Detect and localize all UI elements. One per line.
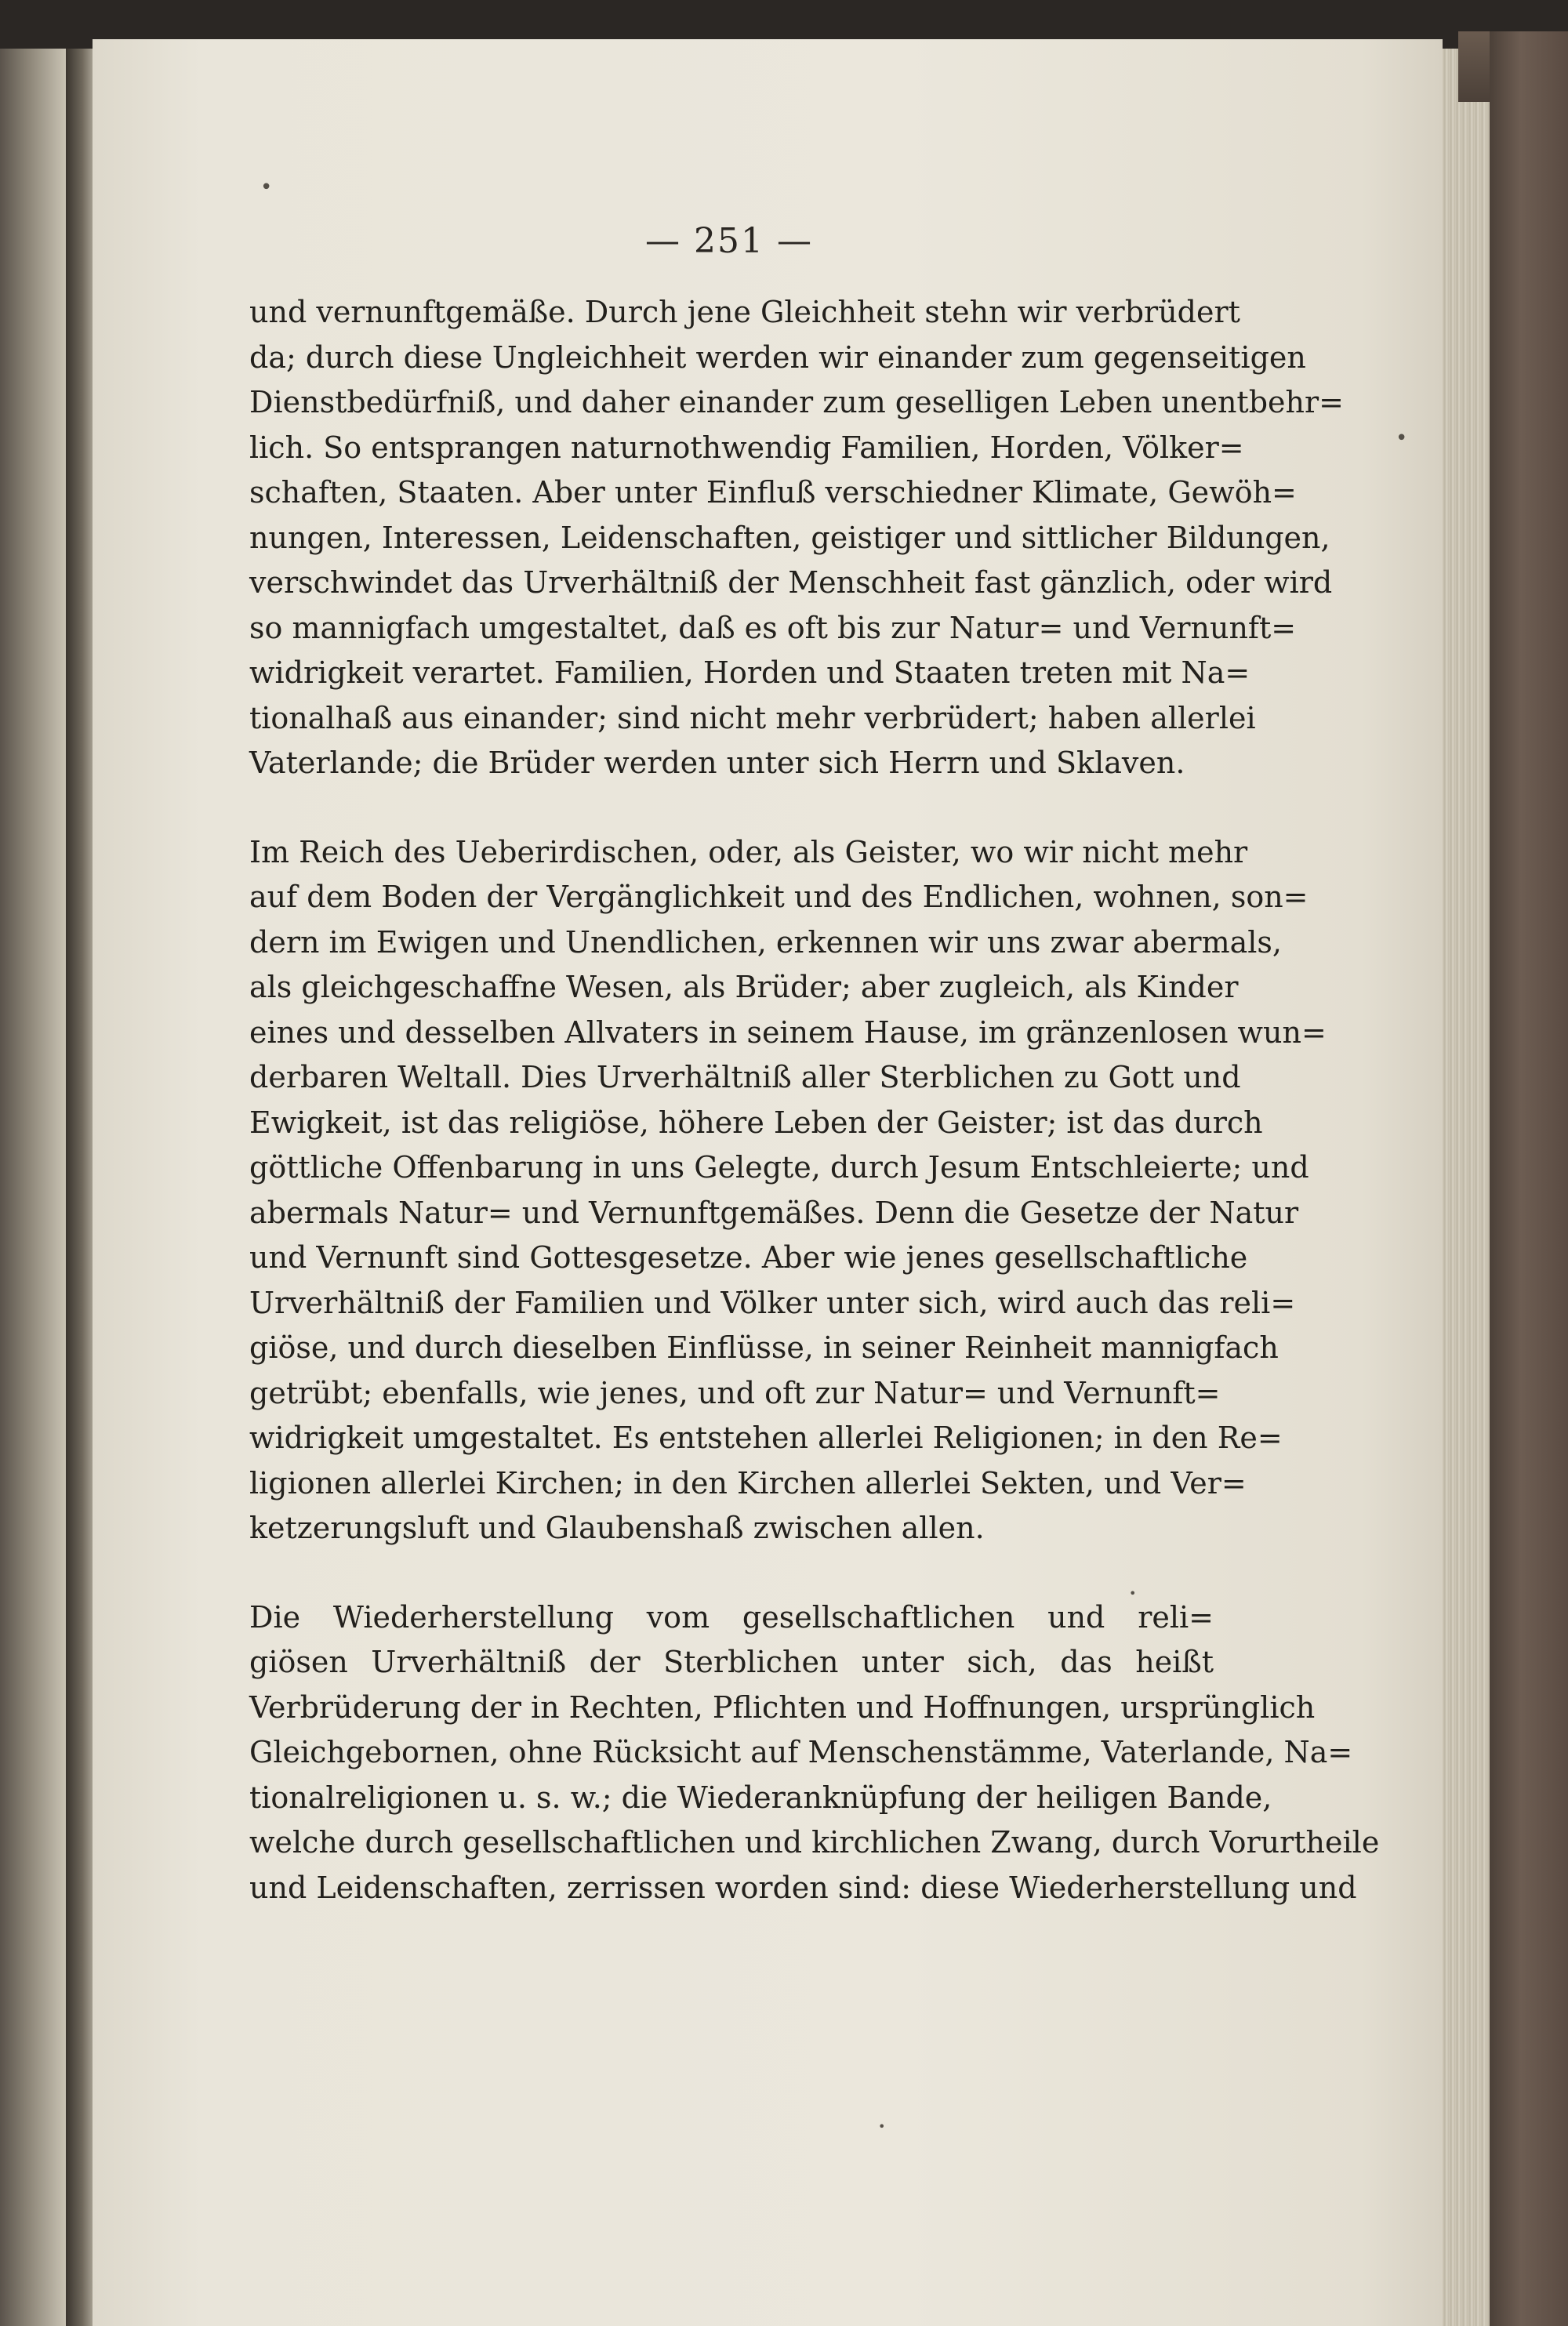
ink-speck: • xyxy=(1129,1586,1137,1601)
paragraph xyxy=(249,830,1327,1551)
text-line: göttliche Offenbarung in uns Gelegte, durch Jesum Entschleierte; und xyxy=(249,1150,1309,1185)
text-line: so mannigfach umgestaltet, daß es oft bis zur Natur= und Vernunft= xyxy=(249,610,1297,645)
page-stack-edge xyxy=(1443,49,1490,2326)
text-line: Verbrüderung der in Rechten, Pflichten und Hoffnungen, ursprünglich xyxy=(249,1689,1316,1725)
text-line: Die Wiederherstellung vom gesellschaftlichen und reli= xyxy=(249,1599,1214,1635)
text-line: eines und desselben Allvaters in seinem Hause, im gränzenlosen wun= xyxy=(249,1014,1327,1050)
ink-speck: • xyxy=(878,2119,886,2134)
text-line: und Vernunft sind Gottesgesetze. Aber wie jenes gesellschaftliche xyxy=(249,1240,1248,1275)
text-line: derbaren Weltall. Dies Urverhältniß aller Sterblichen zu Gott und xyxy=(249,1060,1241,1094)
text-line: Ewigkeit, ist das religiöse, höhere Leben der Geister; ist das durch xyxy=(249,1105,1263,1140)
book-cover-edge xyxy=(1490,31,1568,2326)
page-number: — 251 — xyxy=(645,221,813,261)
text-line: verschwindet das Urverhältniß der Menschheit fast gänzlich, oder wird xyxy=(249,565,1333,600)
book-gutter xyxy=(66,49,96,2326)
text-line: tionalreligionen u. s. w.; die Wiederanknüpfung der heiligen Bande, xyxy=(249,1780,1272,1815)
body-text xyxy=(249,290,1380,1911)
text-line: Dienstbedürfniß, und daher einander zum geselligen Leben unentbehr= xyxy=(249,385,1344,419)
text-line: giösen Urverhältniß der Sterblichen unter sich, das heißt xyxy=(249,1645,1214,1679)
text-line: lich. So entsprangen naturnothwendig Familien, Horden, Völker= xyxy=(249,430,1244,465)
paragraph xyxy=(249,290,1344,786)
text-line: tionalhaß aus einander; sind nicht mehr verbrüdert; haben allerlei xyxy=(249,700,1256,735)
text-line: Im Reich des Ueberirdischen, oder, als Geister, wo wir nicht mehr xyxy=(249,834,1248,869)
text-line: nungen, Interessen, Leidenschaften, geistiger und sittlicher Bildungen, xyxy=(249,520,1330,555)
left-page-edge xyxy=(0,49,66,2326)
ink-speck: • xyxy=(260,176,273,199)
text-line: welche durch gesellschaftlichen und kirchlichen Zwang, durch Vorurtheile xyxy=(249,1825,1380,1860)
paragraph xyxy=(249,1595,1380,1911)
text-line: giöse, und durch dieselben Einflüsse, in seiner Reinheit mannigfach xyxy=(249,1330,1279,1365)
text-line: als gleichgeschaffne Wesen, als Brüder; aber zugleich, als Kinder xyxy=(249,970,1239,1004)
text-line: ketzerungsluft und Glaubenshaß zwischen allen. xyxy=(249,1511,985,1545)
text-line: und Leidenschaften, zerrissen worden sind: diese Wiederherstellung und xyxy=(249,1870,1357,1905)
text-line: abermals Natur= und Vernunftgemäßes. Denn die Gesetze der Natur xyxy=(249,1195,1299,1230)
ink-speck: • xyxy=(1396,426,1408,450)
text-line: widrigkeit umgestaltet. Es entstehen allerlei Religionen; in den Re= xyxy=(249,1421,1283,1455)
text-line: Urverhältniß der Familien und Völker unter sich, wird auch das reli= xyxy=(249,1285,1296,1320)
text-line: getrübt; ebenfalls, wie jenes, und oft zur Natur= und Vernunft= xyxy=(249,1375,1221,1410)
text-line: Vaterlande; die Brüder werden unter sich Herrn und Sklaven. xyxy=(249,746,1185,780)
text-line: und vernunftgemäße. Durch jene Gleichheit stehn wir verbrüdert xyxy=(249,295,1240,329)
text-line: dern im Ewigen und Unendlichen, erkennen wir uns zwar abermals, xyxy=(249,924,1283,960)
text-line: schaften, Staaten. Aber unter Einfluß verschiedner Klimate, Gewöh= xyxy=(249,475,1297,510)
text-line: Gleichgebornen, ohne Rücksicht auf Menschenstämme, Vaterlande, Na= xyxy=(249,1735,1353,1769)
text-line: widrigkeit verartet. Familien, Horden und Staaten treten mit Na= xyxy=(249,655,1250,690)
text-line: auf dem Boden der Vergänglichkeit und des Endlichen, wohnen, son= xyxy=(249,880,1308,914)
text-line: ligionen allerlei Kirchen; in den Kirchen allerlei Sekten, und Ver= xyxy=(249,1465,1247,1500)
text-line: da; durch diese Ungleichheit werden wir einander zum gegenseitigen xyxy=(249,339,1306,375)
